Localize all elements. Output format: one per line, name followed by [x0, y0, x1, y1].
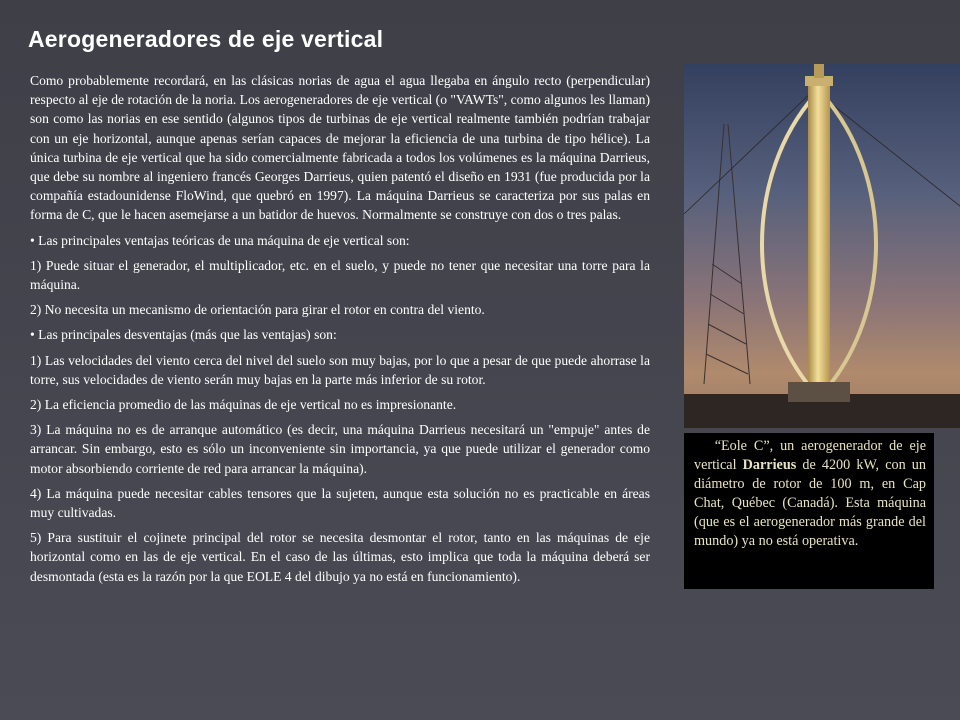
caption-text-start: “Eole C”, un aerogenerador de eje vertical: [694, 438, 926, 473]
turbine-illustration: [684, 64, 960, 428]
disadvantage-2: 2) La eficiencia promedio de las máquinas de eje vertical no es impresionante.: [30, 397, 457, 413]
caption-box: [684, 433, 934, 589]
disadvantage-3: 3) La máquina no es de arranque automático (es decir, una máquina Darrieus necesitará un "empuje" antes de arrancar. Sin embargo, esto es sólo un inconveniente sin importancia, ya que puede utilizar el generador como motor absorbiendo corriente de red para arrancar la máquina).: [30, 422, 650, 476]
body-text: [30, 71, 650, 592]
darrieus-turbine-photo: [684, 64, 960, 428]
disadvantage-4: 4) La máquina puede necesitar cables tensores que la sujeten, aunque esta solución no es practicable en áreas muy cultivadas.: [30, 485, 650, 521]
mast-top: [814, 64, 824, 78]
disadvantages-heading: • Las principales desventajas (más que las ventajas) son:: [30, 327, 337, 343]
caption-text-end: de 4200 kW, con un diámetro de rotor de 100 m, en Cap Chat, Québec (Canadá). Esta máquina (que es el aerogenerador más grande del mundo) ya no está operativa.: [694, 457, 926, 549]
page-title: Aerogeneradores de eje vertical: [28, 26, 384, 52]
disadvantage-1: 1) Las velocidades del viento cerca del nivel del suelo son muy bajas, por lo que a pesar de que puede ahorrase la torre, sus velocidades de viento serán muy bajas en la parte más inferior de su rotor.: [30, 352, 650, 387]
advantage-2: 2) No necesita un mecanismo de orientación para girar el rotor en contra del viento.: [30, 302, 485, 318]
base-housing: [788, 382, 850, 402]
disadvantage-5: 5) Para sustituir el cojinete principal del rotor se necesita desmontar el rotor, tanto en las máquinas de eje horizontal como en las de eje vertical. En el caso de las últimas, esto implica que toda la máquina deberá ser desmontada (esta es la razón por la que EOLE 4 del dibujo ya no está en funcionamiento).: [30, 530, 650, 584]
caption-bold-name: Darrieus: [742, 457, 797, 473]
central-mast: [808, 84, 830, 402]
advantage-1: 1) Puede situar el generador, el multiplicador, etc. en el suelo, y puede no tener que necesitar una torre para la máquina.: [30, 257, 650, 293]
intro-paragraph: Como probablemente recordará, en las clásicas norias de agua el agua llegaba en ángulo recto (perpendicular) respecto al eje de rotación de la noria. Los aerogeneradores de eje vertical (o "VAWTs", como algunos les llaman) son como las norias en ese sentido (algunos tipos de turbinas de eje vertical realmente también podrían trabajar con un eje horizontal, aunque apenas serían capaces de mejorar la eficiencia de una turbina de tipo hélice). La única turbina de eje vertical que ha sido comercialmente fabricada a todos los volúmenes es la máquina Darrieus, que debe su nombre al ingeniero francés Georges Darrieus, quien patentó el diseño en 1931 (fue producida por la compañía estadounidense FloWind, que quebró en 1997). La máquina Darrieus se caracteriza por sus palas en forma de C, que le hacen asemejarse a un batidor de huevos. Normalmente se construye con dos o tres palas.: [30, 73, 650, 223]
advantages-heading: • Las principales ventajas teóricas de una máquina de eje vertical son:: [30, 232, 410, 248]
photo-caption: [684, 433, 934, 551]
